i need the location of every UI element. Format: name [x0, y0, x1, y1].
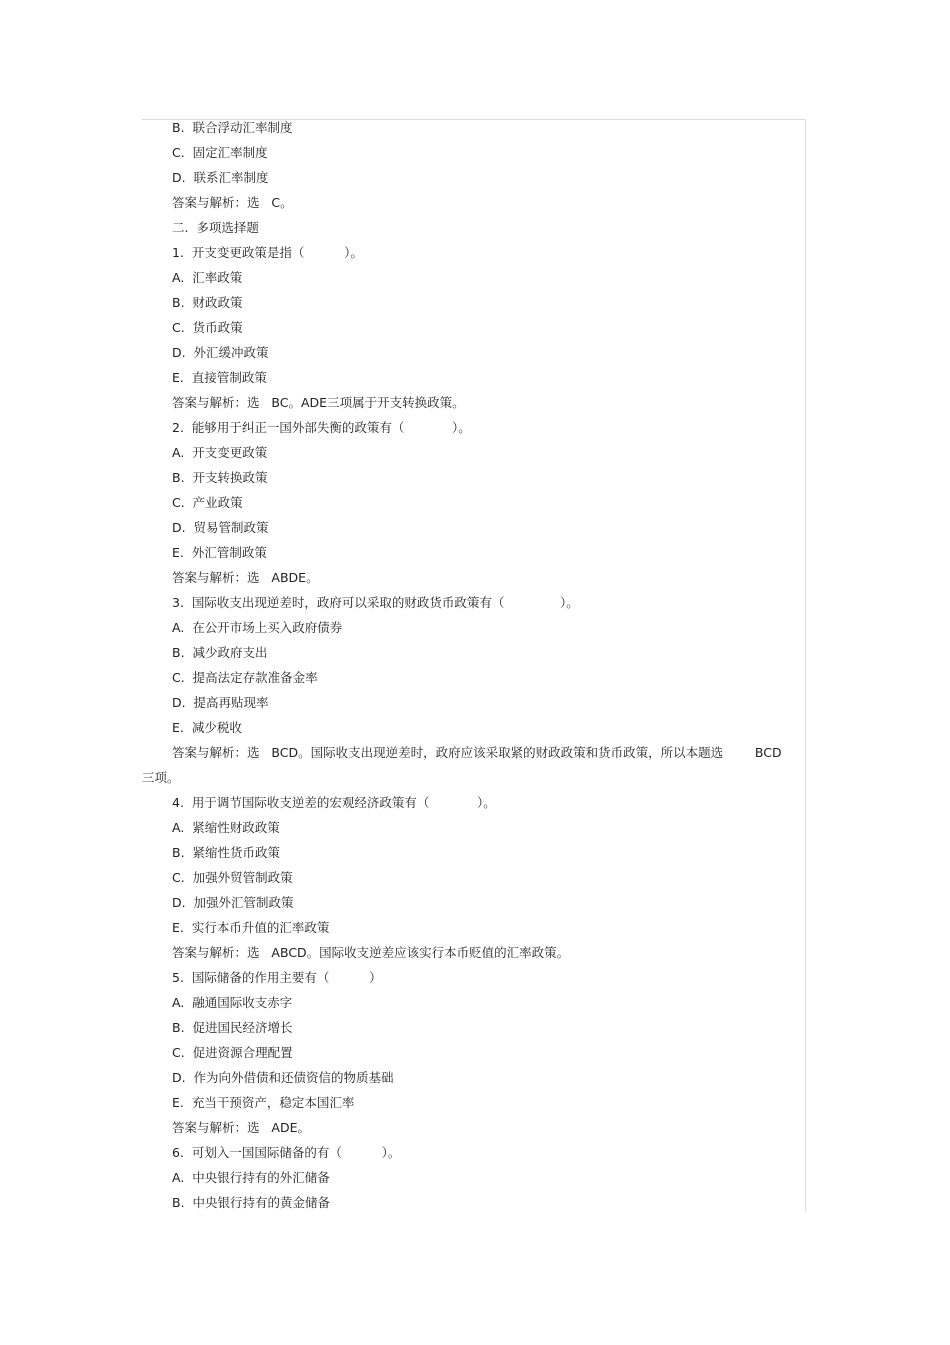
- text-line: B. 财政政策: [172, 295, 243, 310]
- text-line: B. 促进国民经济增长: [172, 1020, 293, 1035]
- text-line: 答案与解析：选 ABDE。: [172, 570, 319, 585]
- text-line: 三项。: [142, 770, 180, 785]
- text-line: B. 联合浮动汇率制度: [172, 120, 293, 135]
- text-line: 4. 用于调节国际收支逆差的宏观经济政策有（ ）。: [172, 795, 496, 810]
- text-line: A. 汇率政策: [172, 270, 243, 285]
- text-line: 6. 可划入一国国际储备的有（ ）。: [172, 1145, 401, 1160]
- text-line: 答案与解析：选 ADE。: [172, 1120, 310, 1135]
- text-line: 3. 国际收支出现逆差时，政府可以采取的财政货币政策有（ ）。: [172, 595, 579, 610]
- text-line: D. 提高再贴现率: [172, 695, 269, 710]
- text-line: D. 加强外汇管制政策: [172, 895, 294, 910]
- text-line: A. 在公开市场上买入政府债券: [172, 620, 343, 635]
- text-line: B. 减少政府支出: [172, 645, 268, 660]
- text-line: 1. 开支变更政策是指（ ）。: [172, 245, 363, 260]
- text-line: E. 实行本币升值的汇率政策: [172, 920, 330, 935]
- text-line: A. 开支变更政策: [172, 445, 268, 460]
- text-line: A. 紧缩性财政政策: [172, 820, 280, 835]
- text-line: D. 贸易管制政策: [172, 520, 269, 535]
- text-line: E. 充当干预资产，稳定本国汇率: [172, 1095, 355, 1110]
- text-line: 2. 能够用于纠正一国外部失衡的政策有（ ）。: [172, 420, 471, 435]
- text-line: B. 中央银行持有的黄金储备: [172, 1195, 330, 1210]
- text-line: D. 联系汇率制度: [172, 170, 269, 185]
- text-line: 5. 国际储备的作用主要有（ ）: [172, 970, 382, 985]
- text-line: 答案与解析：选 C。: [172, 195, 293, 210]
- text-line: C. 加强外贸管制政策: [172, 870, 293, 885]
- text-line: E. 直接管制政策: [172, 370, 267, 385]
- text-line: A. 融通国际收支赤字: [172, 995, 293, 1010]
- text-line: E. 减少税收: [172, 720, 242, 735]
- text-line: D. 外汇缓冲政策: [172, 345, 269, 360]
- document-body: [142, 115, 822, 1215]
- text-line: D. 作为向外借债和还债资信的物质基础: [172, 1070, 394, 1085]
- text-line: 二. 多项选择题: [172, 220, 259, 235]
- text-line: C. 固定汇率制度: [172, 145, 268, 160]
- text-line: 答案与解析：选 ABCD。国际收支逆差应该实行本币贬值的汇率政策。: [172, 945, 570, 960]
- text-line: C. 产业政策: [172, 495, 243, 510]
- text-line: C. 促进资源合理配置: [172, 1045, 293, 1060]
- text-line: A. 中央银行持有的外汇储备: [172, 1170, 330, 1185]
- text-line: E. 外汇管制政策: [172, 545, 267, 560]
- text-line: B. 紧缩性货币政策: [172, 845, 280, 860]
- text-line: 答案与解析：选 BC。ADE三项属于开支转换政策。: [172, 395, 465, 410]
- text-line: C. 提高法定存款准备金率: [172, 670, 318, 685]
- text-line: B. 开支转换政策: [172, 470, 268, 485]
- text-line: C. 货币政策: [172, 320, 243, 335]
- text-line: 答案与解析：选 BCD。国际收支出现逆差时，政府应该采取紧的财政政策和货币政策，所以本题选 BCD: [172, 745, 782, 760]
